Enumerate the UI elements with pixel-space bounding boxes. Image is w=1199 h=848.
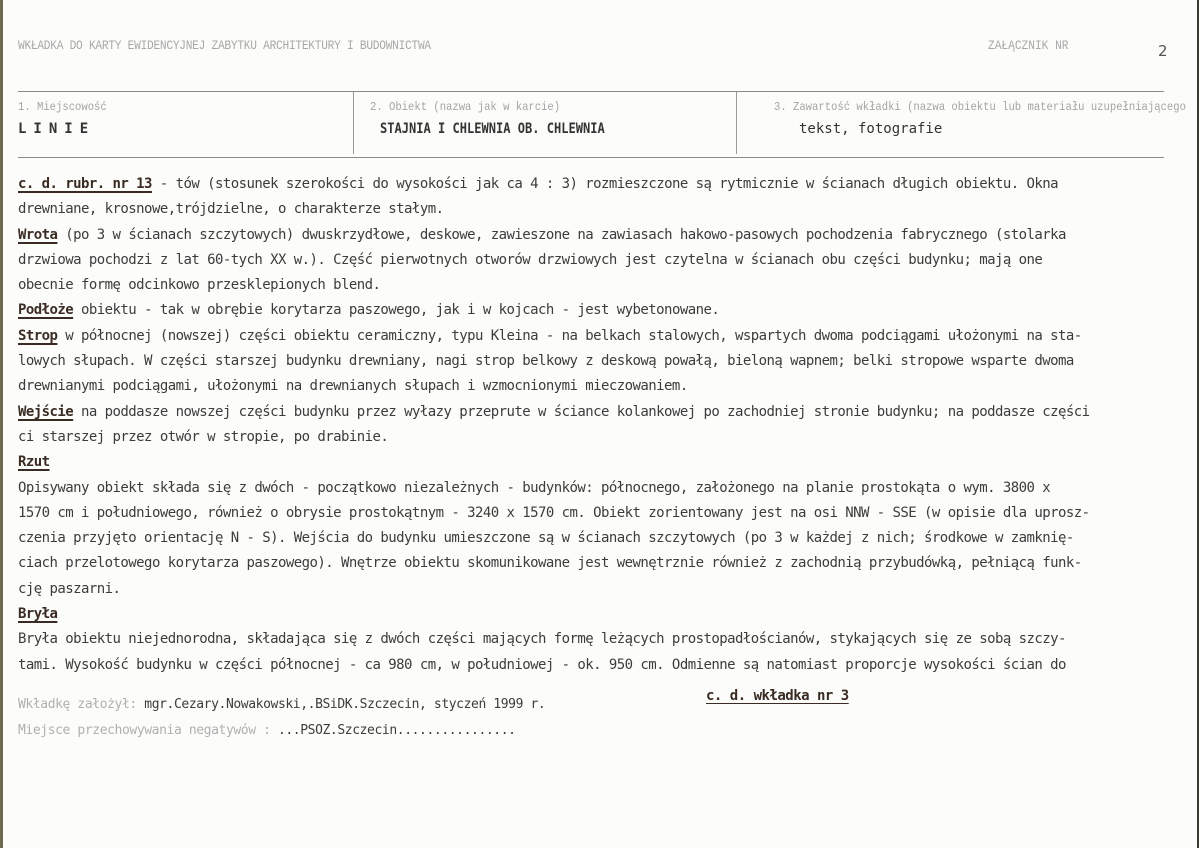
text-line: Strop w północnej (nowszej) części obiektu ceramiczny, typu Kleina - na belkach stalowych, wspartych dwoma podciągami ułożonymi na sta- xyxy=(18,327,1082,344)
object-value: STAJNIA I CHLEWNIA OB. CHLEWNIA xyxy=(380,121,605,137)
locality-label: 1. Miejscowość xyxy=(18,100,107,114)
text-line: obecnie formę odcinkowo przesklepionych blend. xyxy=(18,277,381,294)
locality-value: LINIE xyxy=(18,121,96,137)
continuation-note: c. d. wkładka nr 3 xyxy=(706,688,849,704)
negatives-value: ...PSOZ.Szczecin................ xyxy=(277,723,516,738)
text-line: Podłoże obiektu - tak w obrębie korytarza paszowego, jak i w kojcach - jest wybetonowane. xyxy=(18,302,720,319)
column-divider-2 xyxy=(736,92,737,154)
text-line: ci starszej przez otwór w stropie, po drabinie. xyxy=(18,428,389,445)
text-line: cję paszarni. xyxy=(18,580,121,597)
text-line: c. d. rubr. nr 13 - tów (stosunek szerokości do wysokości jak ca 4 : 3) rozmieszczone są rytmicznie w ścianach długich obiektu. Okna xyxy=(18,176,1059,192)
contents-label: 3. Zawartość wkładki (nazwa obiektu lub materiału uzupełniającego xyxy=(774,100,1186,114)
text-line: 1570 cm i południowego, również o obrysie prostokątnym - 3240 x 1570 cm. Obiekt zorientowany jest na osi NNW - SSE (w opisie dla uprosz- xyxy=(18,504,1090,521)
section-heading: c. d. rubr. nr 13 xyxy=(18,176,152,192)
text-line: drewniane, krosnowe,trójdzielne, o charakterze stałym. xyxy=(18,201,444,218)
section-heading: Podłoże xyxy=(18,302,74,319)
text-line: Wejście na poddasze nowszej części budynku przez wyłazy przeprute w ściance kolankowej po zachodniej stronie budynku; na poddasze części xyxy=(18,403,1090,420)
text-line: tami. Wysokość budynku w części północnej - ca 980 cm, w południowej - ok. 950 cm. Odmienne są natomiast proporcje wysokości ścian do xyxy=(18,656,1066,673)
text-line: drewnianymi podciągami, ułożonymi na drewnianych słupach i wzmocnionymi mieczowaniem. xyxy=(18,378,688,395)
text-line: Bryła obiektu niejednorodna, składająca się z dwóch części mających formę leżących prostopadłościanów, stykających się ze sobą szczy- xyxy=(18,631,1066,648)
negatives-label: Miejsce przechowywania negatywów : xyxy=(18,723,278,738)
section-heading: Wrota xyxy=(18,226,58,243)
text-line: Wrota (po 3 w ścianach szczytowych) dwuskrzydłowe, deskowe, zawieszone na zawiasach hakowo-pasowych pochodzenia fabrycznego (stolarka xyxy=(18,226,1066,243)
text-line: Opisywany obiekt składa się z dwóch - początkowo niezależnych - budynków: północnego, założonego na planie prostokąta o wym. 3800 x xyxy=(18,479,1051,496)
text-line: drzwiowa pochodzi z lat 60-tych XX w.). Część pierwotnych otworów drzwiowych jest czytelna w ścianach obu części budynku; mają one xyxy=(18,251,1043,268)
section-heading: Bryła xyxy=(18,606,58,623)
annex-label: ZAŁĄCZNIK NR xyxy=(988,38,1069,53)
text-line xyxy=(18,602,1168,627)
contents-value: tekst, fotografie xyxy=(799,121,943,137)
scan-edge-left xyxy=(0,0,3,848)
section-heading: Strop xyxy=(18,327,58,344)
text-line: ciach przelotowego korytarza paszowego). Wnętrze obiektu skomunikowane jest wewnętrznie również z zachodnią przybudówką, pełniącą funk- xyxy=(18,555,1082,572)
text-line: lowych słupach. W części starszej budynku drewniany, nagi strop belkowy z deskową powałą, bieloną wapnem; belki stropowe wsparte dwoma xyxy=(18,353,1074,370)
text-line xyxy=(18,450,1168,475)
description-body xyxy=(18,172,1168,678)
section-heading: Wejście xyxy=(18,403,74,420)
divider-top xyxy=(18,91,1164,92)
author-label: Wkładkę założył: xyxy=(18,697,145,712)
annex-number: 2 xyxy=(1158,42,1168,60)
text-line: czenia przyjęto orientację N - S). Wejścia do budynku umieszczone są w ścianach szczytowych (po 3 w każdej z nich; środkowe w zamknię- xyxy=(18,530,1074,547)
divider-bottom xyxy=(18,157,1164,158)
author-value: mgr.Cezary.Nowakowski,.BSiDK.Szczecin, styczeń 1999 r. xyxy=(144,697,546,712)
section-heading: Rzut xyxy=(18,454,50,471)
author-line xyxy=(18,697,545,712)
object-label: 2. Obiekt (nazwa jak w karcie) xyxy=(370,100,561,114)
negatives-line xyxy=(18,723,516,738)
form-title: WKŁADKA DO KARTY EWIDENCYJNEJ ZABYTKU ARCHITEKTURY I BUDOWNICTWA xyxy=(18,38,431,53)
column-divider-1 xyxy=(353,92,354,154)
